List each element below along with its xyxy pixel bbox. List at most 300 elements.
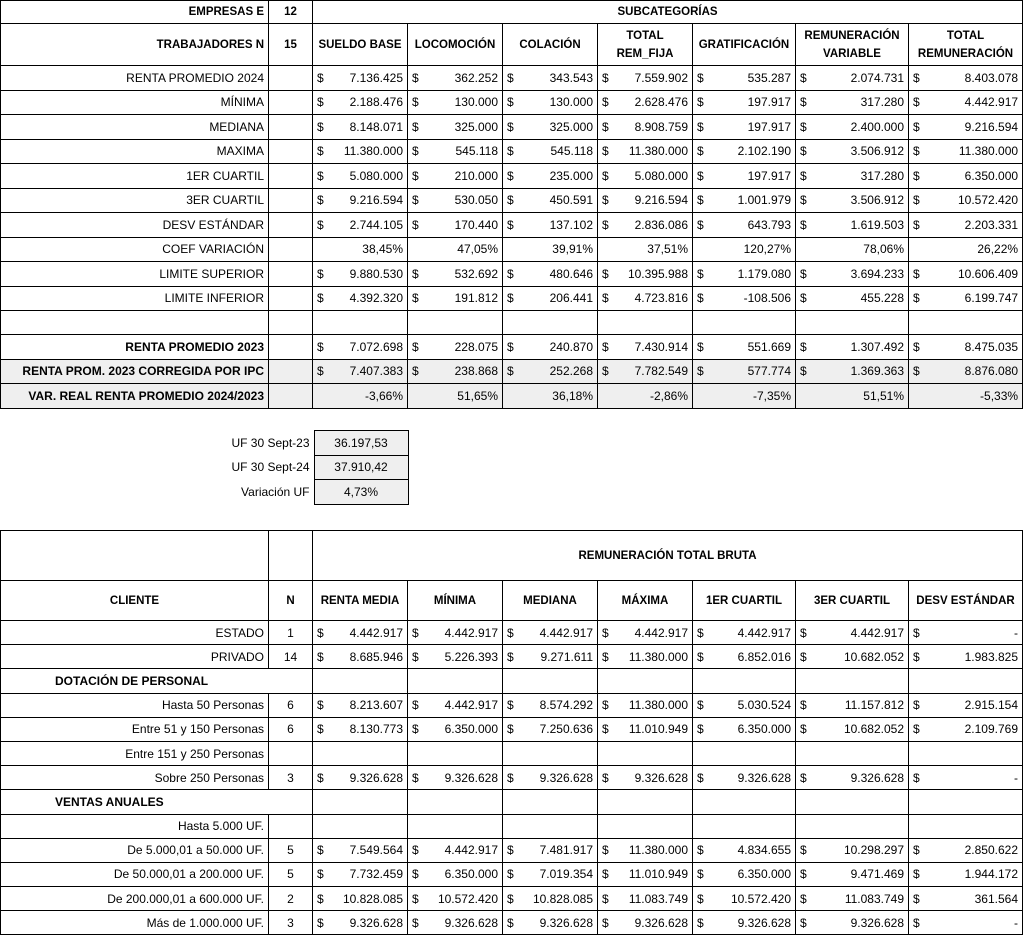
empty-n-cell — [269, 66, 313, 91]
currency-sign: $ — [602, 867, 609, 882]
cell-value: 10.395.988 — [627, 266, 688, 281]
money-cell — [796, 262, 909, 287]
cliente-label: PRIVADO — [1, 645, 269, 669]
money-cell — [693, 766, 796, 790]
money-cell — [796, 286, 909, 311]
cell-value: 6.350.000 — [964, 168, 1019, 183]
cell-value: 9.326.628 — [850, 915, 904, 930]
cell-value: 8.908.759 — [634, 119, 688, 134]
percent-cell: -7,35% — [693, 384, 796, 409]
money-cell — [408, 164, 503, 189]
money-cell — [909, 115, 1023, 140]
cell-value: 6.852.016 — [737, 649, 791, 664]
currency-sign: $ — [800, 867, 807, 882]
currency-sign: $ — [800, 722, 807, 737]
cell-value: 7.732.459 — [349, 867, 403, 882]
cell-value: 10.572.420 — [730, 891, 791, 906]
currency-sign: $ — [507, 770, 514, 785]
currency-sign: $ — [800, 915, 807, 930]
cell-value: 11.380.000 — [628, 843, 688, 858]
cell-value: 9.326.628 — [539, 770, 593, 785]
money-cell — [598, 213, 693, 238]
table-row — [1, 621, 1023, 645]
currency-sign: $ — [412, 193, 419, 208]
cell-value: 535.287 — [747, 70, 791, 85]
cell-value: 9.216.594 — [349, 193, 403, 208]
cell-value: - — [1014, 770, 1018, 785]
table-row — [1, 139, 1023, 164]
cell-value: 6.350.000 — [444, 722, 498, 737]
money-cell — [313, 90, 408, 115]
row-label: RENTA PROMEDIO 2024 — [1, 66, 269, 91]
money-cell — [313, 213, 408, 238]
money-cell — [796, 862, 909, 886]
cell-value: 2.102.190 — [737, 144, 791, 159]
percent-cell: 51,65% — [408, 384, 503, 409]
money-cell — [503, 645, 598, 669]
summary-table — [0, 0, 1023, 409]
currency-sign: $ — [800, 698, 807, 713]
money-cell — [598, 887, 693, 911]
money-cell — [313, 139, 408, 164]
empty-cell — [796, 669, 909, 693]
currency-sign: $ — [697, 891, 704, 906]
cell-value: 2.744.105 — [349, 217, 403, 232]
empty-cell — [313, 669, 408, 693]
table-row — [1, 693, 1023, 717]
cell-value: 8.403.078 — [964, 70, 1019, 85]
currency-sign: $ — [507, 364, 514, 379]
cell-value: 1.619.503 — [850, 217, 904, 232]
cliente-label: De 50.000,01 a 200.000 UF. — [1, 862, 269, 886]
money-cell — [408, 213, 503, 238]
cell-value: 7.407.383 — [349, 364, 403, 379]
row-label: MAXIMA — [1, 139, 269, 164]
currency-sign: $ — [412, 722, 419, 737]
currency-sign: $ — [412, 144, 419, 159]
money-cell — [598, 262, 693, 287]
currency-sign: $ — [602, 95, 609, 110]
cell-value: 6.350.000 — [444, 867, 498, 882]
cell-value: 6.350.000 — [737, 722, 791, 737]
currency-sign: $ — [602, 625, 609, 640]
cell-value: 455.228 — [860, 291, 904, 306]
money-cell — [693, 90, 796, 115]
cell-value: 10.828.085 — [342, 891, 403, 906]
money-cell — [313, 262, 408, 287]
table-row — [1, 766, 1023, 790]
currency-sign: $ — [602, 698, 609, 713]
table-row — [1, 359, 1023, 384]
empty-cell — [408, 790, 503, 814]
money-cell — [909, 838, 1023, 862]
cell-value: 325.000 — [454, 119, 498, 134]
money-cell — [796, 66, 909, 91]
corner-empty-cell — [1, 531, 269, 581]
cell-value: 228.075 — [454, 339, 498, 354]
cell-value: 317.280 — [860, 95, 904, 110]
money-cell — [313, 188, 408, 213]
money-cell — [313, 838, 408, 862]
currency-sign: $ — [602, 915, 609, 930]
currency-sign: $ — [800, 95, 807, 110]
n-cell: 5 — [269, 862, 313, 886]
cell-value: 130.000 — [549, 95, 593, 110]
empty-cell — [796, 741, 909, 765]
money-cell — [503, 164, 598, 189]
empty-n-cell — [269, 188, 313, 213]
money-cell — [693, 188, 796, 213]
cell-value: 4.392.320 — [349, 291, 403, 306]
empty-cell — [313, 741, 408, 765]
money-cell — [313, 286, 408, 311]
uf-label: UF 30 Sept-24 — [231, 460, 310, 475]
cell-value: 343.543 — [549, 70, 593, 85]
money-cell — [408, 188, 503, 213]
n-cell — [269, 741, 313, 765]
cell-value: 3.506.912 — [850, 193, 904, 208]
currency-sign: $ — [913, 144, 920, 159]
cell-value: 4.723.816 — [634, 291, 688, 306]
currency-sign: $ — [800, 119, 807, 134]
currency-sign: $ — [602, 891, 609, 906]
empty-cell — [796, 790, 909, 814]
money-cell — [408, 766, 503, 790]
cell-value: 4.442.917 — [850, 625, 904, 640]
percent-cell: 39,91% — [503, 237, 598, 262]
currency-sign: $ — [800, 625, 807, 640]
n-cell: 2 — [269, 887, 313, 911]
currency-sign: $ — [317, 291, 324, 306]
money-cell — [408, 911, 503, 935]
cell-value: 7.782.549 — [634, 364, 688, 379]
cell-value: 10.682.052 — [843, 722, 904, 737]
cell-value: 191.812 — [454, 291, 498, 306]
money-cell — [796, 164, 909, 189]
currency-sign: $ — [507, 168, 514, 183]
money-cell — [693, 911, 796, 935]
currency-sign: $ — [412, 291, 419, 306]
money-cell — [408, 862, 503, 886]
n-cell: 14 — [269, 645, 313, 669]
money-cell — [503, 862, 598, 886]
cell-value: 532.692 — [454, 266, 498, 281]
money-cell — [909, 911, 1023, 935]
money-cell — [598, 621, 693, 645]
money-cell — [408, 887, 503, 911]
row-label: 3ER CUARTIL — [1, 188, 269, 213]
currency-sign: $ — [412, 339, 419, 354]
money-cell — [909, 262, 1023, 287]
cell-value: 130.000 — [454, 95, 498, 110]
money-cell — [909, 766, 1023, 790]
money-cell — [909, 164, 1023, 189]
currency-sign: $ — [602, 364, 609, 379]
cell-value: 2.628.476 — [634, 95, 688, 110]
currency-sign: $ — [602, 168, 609, 183]
uf-value: 4,73% — [314, 480, 408, 505]
cell-value: 1.001.979 — [737, 193, 791, 208]
currency-sign: $ — [913, 291, 920, 306]
cell-value: 4.442.917 — [634, 625, 688, 640]
n-cell: 1 — [269, 621, 313, 645]
money-cell — [503, 911, 598, 935]
currency-sign: $ — [913, 339, 920, 354]
cliente-label: ESTADO — [1, 621, 269, 645]
cell-value: 9.326.628 — [737, 770, 791, 785]
currency-sign: $ — [800, 168, 807, 183]
empty-cell — [693, 669, 796, 693]
cell-value: 9.326.628 — [737, 915, 791, 930]
currency-sign: $ — [697, 364, 704, 379]
money-cell — [408, 838, 503, 862]
cell-value: 1.369.363 — [850, 364, 904, 379]
empty-cell — [1, 311, 269, 335]
money-cell — [909, 139, 1023, 164]
cell-value: 7.559.902 — [634, 70, 688, 85]
empty-cell — [909, 741, 1023, 765]
table-row — [1, 741, 1023, 765]
cell-value: 9.326.628 — [539, 915, 593, 930]
column-header: LOCOMOCIÓN — [408, 24, 503, 66]
money-cell — [693, 335, 796, 360]
column-header: 3ER CUARTIL — [796, 581, 909, 621]
empty-n-cell — [269, 115, 313, 140]
cell-value: 8.213.607 — [349, 698, 403, 713]
currency-sign: $ — [913, 891, 920, 906]
currency-sign: $ — [507, 649, 514, 664]
money-cell — [503, 717, 598, 741]
currency-sign: $ — [317, 625, 324, 640]
column-header: TOTAL REMUNERACIÓN — [909, 24, 1023, 66]
cell-value: 7.430.914 — [634, 339, 688, 354]
cell-value: 11.010.949 — [628, 867, 688, 882]
empty-cell — [503, 814, 598, 838]
empty-cell — [693, 741, 796, 765]
cell-value: 10.572.420 — [437, 891, 498, 906]
cliente-label: De 5.000,01 a 50.000 UF. — [1, 838, 269, 862]
money-cell — [408, 693, 503, 717]
money-cell — [796, 766, 909, 790]
cell-value: 11.380.000 — [958, 144, 1019, 159]
cliente-label: Hasta 5.000 UF. — [1, 814, 269, 838]
uf-label: Variación UF — [241, 484, 310, 499]
empty-cell — [693, 814, 796, 838]
cell-value: 238.868 — [454, 364, 498, 379]
money-cell — [693, 693, 796, 717]
row-label: MEDIANA — [1, 115, 269, 140]
money-cell — [909, 693, 1023, 717]
cell-value: 2.074.731 — [850, 70, 904, 85]
money-cell — [693, 862, 796, 886]
cell-value: 2.203.331 — [964, 217, 1019, 232]
money-cell — [796, 359, 909, 384]
uf-row — [226, 455, 408, 480]
money-cell — [503, 335, 598, 360]
trabajadores-label: TRABAJADORES N — [1, 24, 269, 66]
money-cell — [598, 90, 693, 115]
cell-value: 197.917 — [747, 119, 791, 134]
currency-sign: $ — [317, 168, 324, 183]
currency-sign: $ — [412, 119, 419, 134]
cell-value: - — [1014, 625, 1018, 640]
n-cell: 3 — [269, 766, 313, 790]
currency-sign: $ — [317, 119, 324, 134]
currency-sign: $ — [412, 891, 419, 906]
cell-value: 9.271.611 — [540, 649, 593, 664]
cell-value: 9.326.628 — [349, 915, 403, 930]
cell-value: 235.000 — [549, 168, 593, 183]
money-cell — [693, 838, 796, 862]
money-cell — [598, 862, 693, 886]
cell-value: 9.326.628 — [850, 770, 904, 785]
currency-sign: $ — [412, 266, 419, 281]
empty-cell — [313, 814, 408, 838]
cell-value: 5.080.000 — [349, 168, 403, 183]
table-row — [1, 862, 1023, 886]
cell-value: 252.268 — [549, 364, 593, 379]
column-header: RENTA MEDIA — [313, 581, 408, 621]
empty-cell — [796, 311, 909, 335]
money-cell — [503, 115, 598, 140]
money-cell — [598, 335, 693, 360]
cell-value: 210.000 — [454, 168, 498, 183]
empty-cell — [313, 311, 408, 335]
cell-value: 9.326.628 — [634, 915, 688, 930]
empty-cell — [503, 790, 598, 814]
table-row — [1, 911, 1023, 935]
currency-sign: $ — [800, 891, 807, 906]
money-cell — [313, 887, 408, 911]
uf-row — [226, 431, 408, 456]
money-cell — [796, 621, 909, 645]
money-cell — [503, 286, 598, 311]
currency-sign: $ — [507, 722, 514, 737]
column-header: MEDIANA — [503, 581, 598, 621]
currency-sign: $ — [913, 119, 920, 134]
empty-cell — [598, 814, 693, 838]
money-cell — [408, 90, 503, 115]
currency-sign: $ — [507, 915, 514, 930]
cell-value: 2.915.154 — [964, 698, 1018, 713]
n-cell: 5 — [269, 838, 313, 862]
money-cell — [313, 621, 408, 645]
cell-value: 11.157.812 — [844, 698, 904, 713]
money-cell — [598, 911, 693, 935]
currency-sign: $ — [412, 867, 419, 882]
currency-sign: $ — [507, 698, 514, 713]
money-cell — [408, 286, 503, 311]
cell-value: 362.252 — [454, 70, 498, 85]
currency-sign: $ — [507, 625, 514, 640]
money-cell — [693, 262, 796, 287]
table-row — [1, 262, 1023, 287]
currency-sign: $ — [602, 144, 609, 159]
currency-sign: $ — [317, 722, 324, 737]
cell-value: 137.102 — [549, 217, 593, 232]
money-cell — [909, 66, 1023, 91]
cell-value: 1.983.825 — [964, 649, 1018, 664]
cliente-header: CLIENTE — [1, 581, 269, 621]
currency-sign: $ — [507, 70, 514, 85]
money-cell — [909, 645, 1023, 669]
money-cell — [693, 621, 796, 645]
cell-value: 577.774 — [747, 364, 791, 379]
currency-sign: $ — [317, 95, 324, 110]
currency-sign: $ — [317, 339, 324, 354]
cell-value: 10.828.085 — [532, 891, 593, 906]
currency-sign: $ — [800, 339, 807, 354]
percent-cell: -3,66% — [313, 384, 408, 409]
empty-n-cell — [269, 237, 313, 262]
cell-value: 1.179.080 — [737, 266, 791, 281]
currency-sign: $ — [317, 193, 324, 208]
money-cell — [909, 90, 1023, 115]
money-cell — [693, 717, 796, 741]
currency-sign: $ — [507, 843, 514, 858]
cell-value: 8.130.773 — [349, 722, 403, 737]
currency-sign: $ — [602, 770, 609, 785]
cell-value: 2.850.622 — [964, 843, 1018, 858]
money-cell — [796, 645, 909, 669]
currency-sign: $ — [602, 339, 609, 354]
table-row — [1, 286, 1023, 311]
money-cell — [909, 359, 1023, 384]
currency-sign: $ — [412, 70, 419, 85]
money-cell — [598, 115, 693, 140]
cell-value: 197.917 — [747, 95, 791, 110]
currency-sign: $ — [412, 364, 419, 379]
currency-sign: $ — [800, 649, 807, 664]
money-cell — [909, 188, 1023, 213]
currency-sign: $ — [317, 770, 324, 785]
currency-sign: $ — [913, 70, 920, 85]
money-cell — [408, 645, 503, 669]
money-cell — [503, 213, 598, 238]
empty-cell — [598, 741, 693, 765]
table-row — [1, 237, 1023, 262]
cell-value: 10.606.409 — [958, 266, 1019, 281]
currency-sign: $ — [697, 144, 704, 159]
currency-sign: $ — [412, 217, 419, 232]
currency-sign: $ — [507, 193, 514, 208]
cell-value: 10.572.420 — [958, 193, 1019, 208]
cell-value: 2.836.086 — [634, 217, 688, 232]
money-cell — [598, 693, 693, 717]
table-row — [1, 335, 1023, 360]
empty-n-cell — [269, 335, 313, 360]
cell-value: 7.136.425 — [349, 70, 403, 85]
money-cell — [313, 911, 408, 935]
currency-sign: $ — [913, 843, 920, 858]
money-cell — [503, 66, 598, 91]
currency-sign: $ — [913, 867, 920, 882]
empty-cell — [693, 311, 796, 335]
cell-value: 4.834.655 — [737, 843, 791, 858]
currency-sign: $ — [913, 770, 920, 785]
money-cell — [693, 66, 796, 91]
cell-value: 4.442.917 — [964, 95, 1019, 110]
money-cell — [503, 139, 598, 164]
column-header: MÍNIMA — [408, 581, 503, 621]
percent-cell: 78,06% — [796, 237, 909, 262]
money-cell — [598, 838, 693, 862]
money-cell — [313, 335, 408, 360]
currency-sign: $ — [800, 291, 807, 306]
currency-sign: $ — [697, 168, 704, 183]
currency-sign: $ — [412, 915, 419, 930]
currency-sign: $ — [412, 770, 419, 785]
